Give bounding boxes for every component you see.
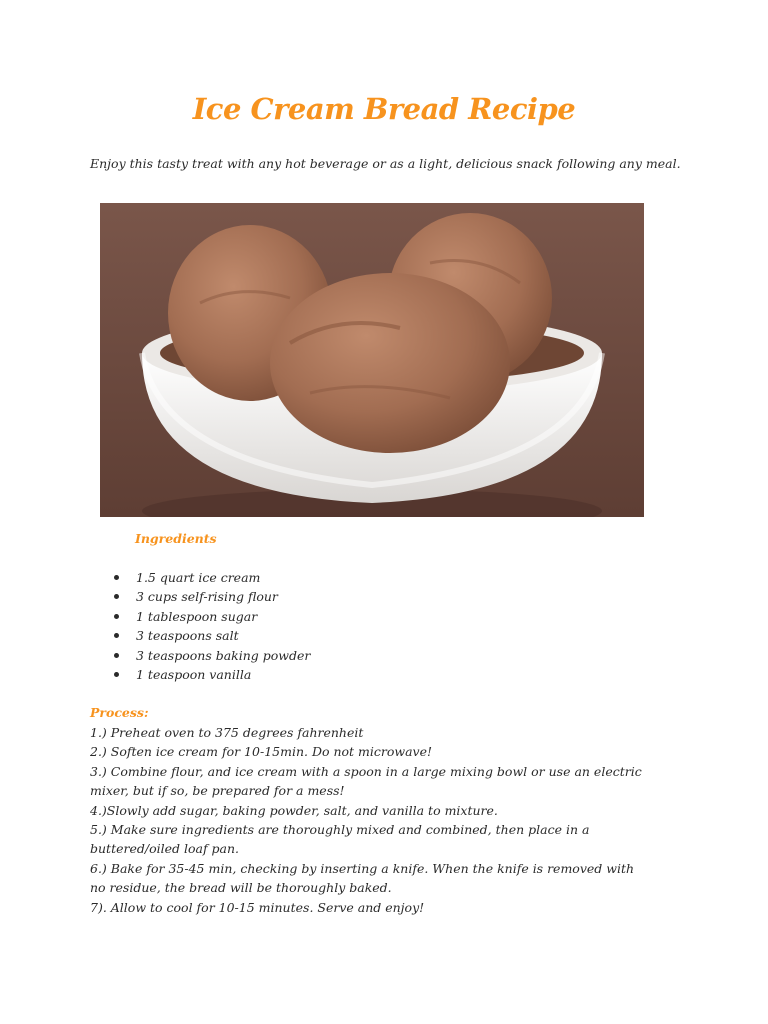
ingredient-text: 3 cups self-rising flour: [136, 589, 278, 605]
ingredient-text: 3 teaspoons baking powder: [136, 647, 311, 663]
page-title: Ice Cream Bread Recipe: [192, 92, 576, 126]
list-item: [112, 568, 310, 587]
ingredient-list: [112, 568, 310, 684]
step-text: 6.) Bake for 35-45 min, checking by inserting a knife. When the knife is removed with no residue, the bread will be thoroughly baked.: [90, 860, 635, 896]
list-item: [112, 646, 310, 665]
intro-text: Enjoy this tasty treat with any hot beverage or as a light, delicious snack following any meal.: [90, 156, 681, 171]
bullet-icon: [114, 575, 119, 580]
list-item: [112, 626, 310, 645]
bullet-icon: [114, 614, 119, 619]
step-text: 2.) Soften ice cream for 10-15min. Do not microwave!: [90, 744, 433, 760]
ingredient-text: 1 teaspoon vanilla: [136, 666, 252, 682]
bullet-icon: [114, 633, 119, 638]
step-text: 7). Allow to cool for 10-15 minutes. Serve and enjoy!: [90, 899, 425, 915]
process-heading: Process:: [90, 705, 149, 720]
ingredient-text: 3 teaspoons salt: [136, 628, 239, 644]
bullet-icon: [114, 672, 119, 677]
ingredients-heading: Ingredients: [135, 531, 217, 546]
step-text: 1.) Preheat oven to 375 degrees fahrenheit: [90, 725, 364, 740]
step-text: 3.) Combine flour, and ice cream with a spoon in a large mixing bowl or use an electric mixer, but if so, be prepared for a mess!: [90, 763, 642, 799]
process-steps: [90, 723, 650, 917]
bullet-icon: [114, 653, 119, 658]
ingredient-text: 1.5 quart ice cream: [136, 570, 261, 585]
list-item: [112, 587, 310, 606]
ice-cream-photo: [100, 203, 644, 517]
list-item: [112, 665, 310, 684]
step-text: 5.) Make sure ingredients are thoroughly mixed and combined, then place in a buttered/oiled loaf pan.: [90, 822, 590, 857]
bullet-icon: [114, 594, 119, 599]
step-text: 4.)Slowly add sugar, baking powder, salt, and vanilla to mixture.: [90, 802, 498, 818]
list-item: [112, 607, 310, 626]
ingredient-text: 1 tablespoon sugar: [136, 608, 258, 624]
